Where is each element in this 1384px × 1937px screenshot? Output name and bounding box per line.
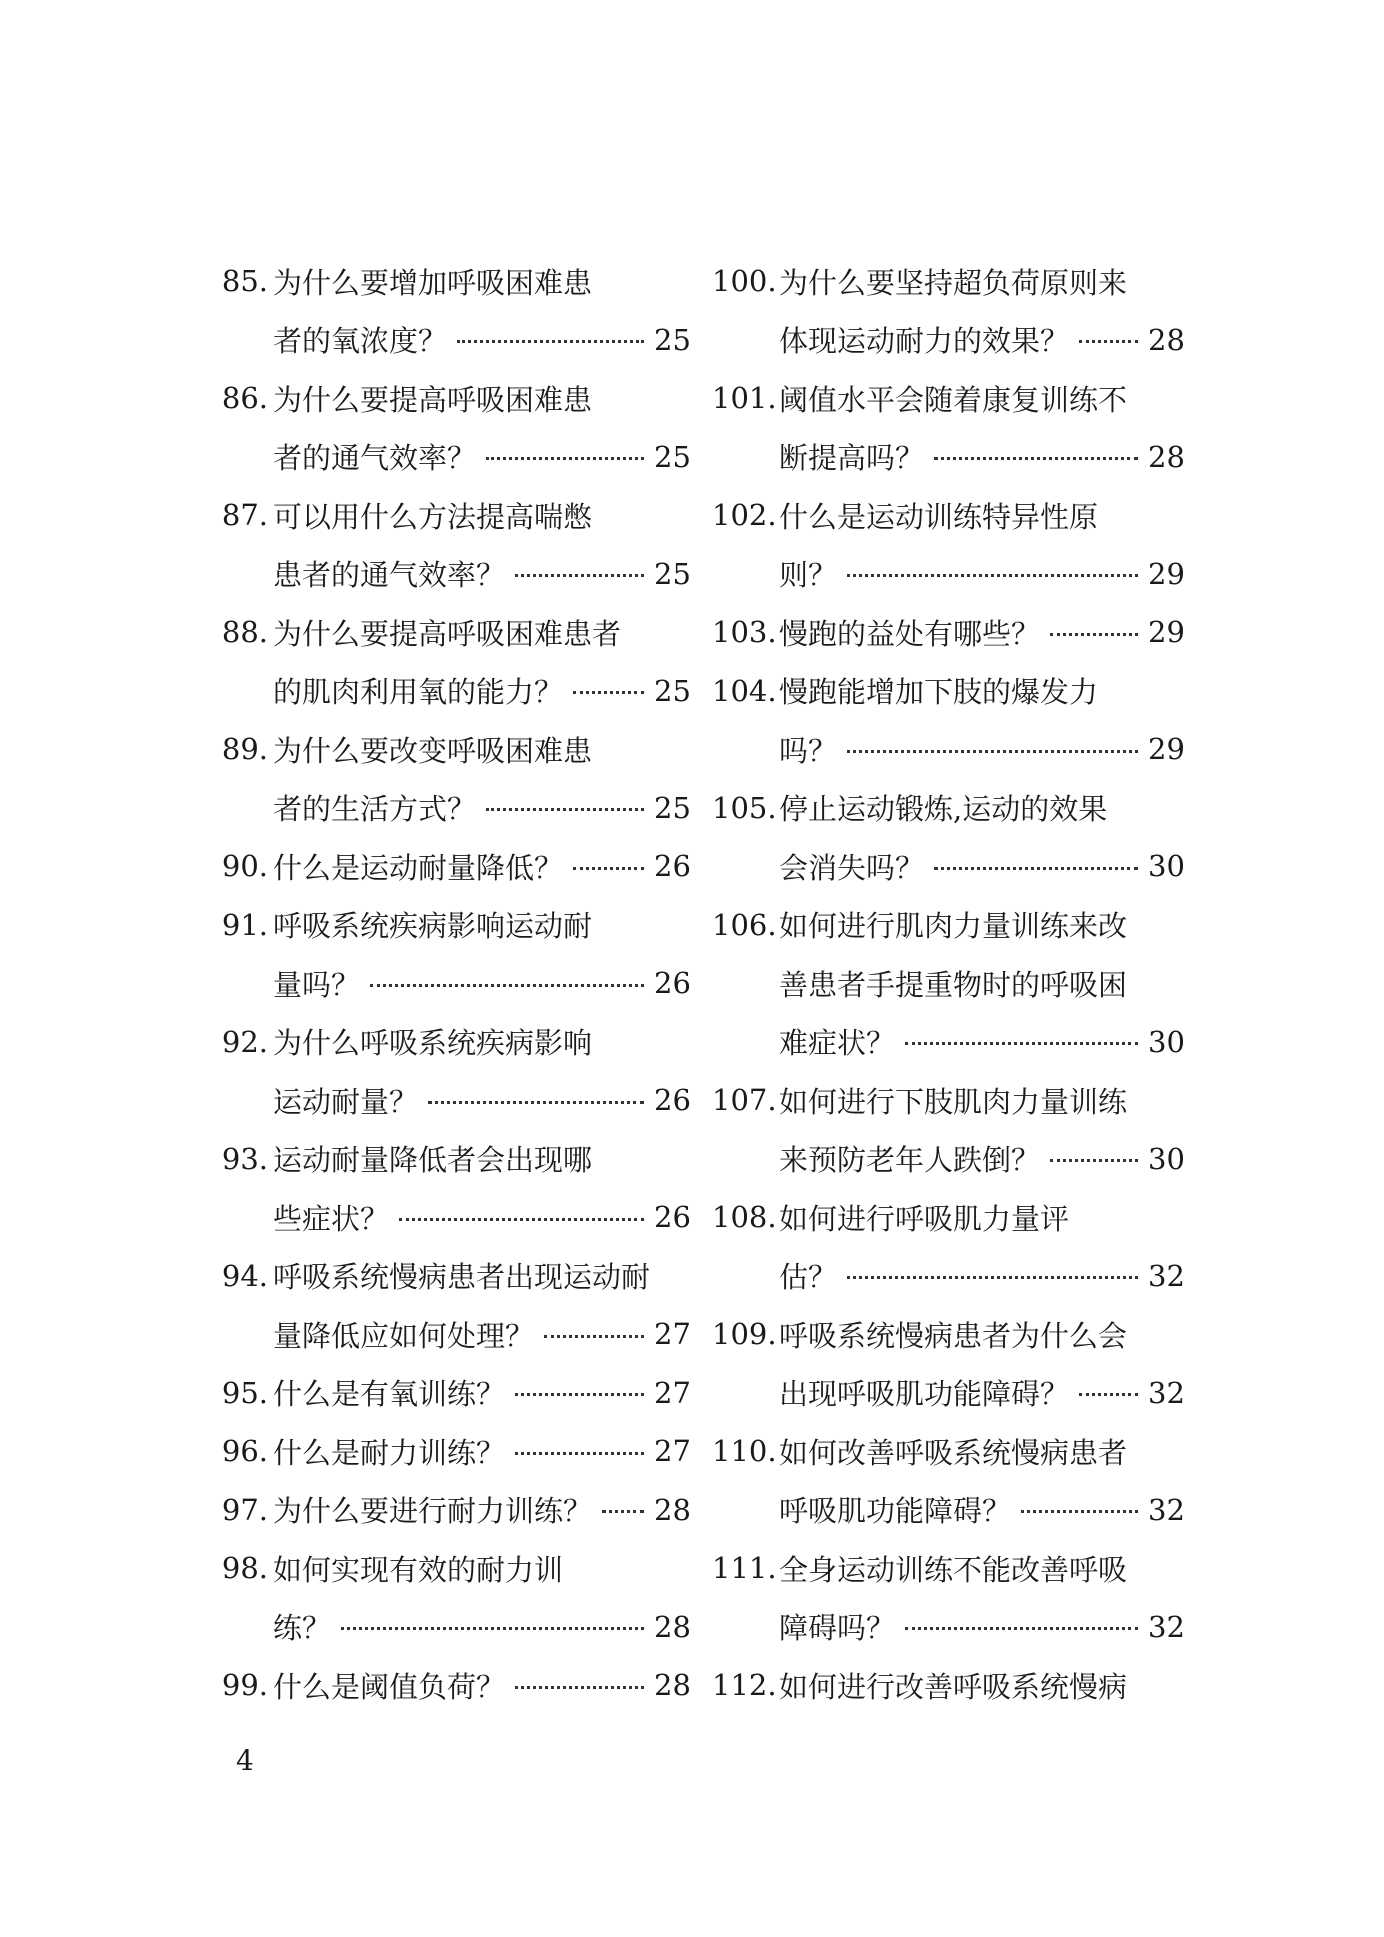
dot-leader: [1050, 633, 1138, 636]
entry-title: 呼吸系统疾病影响运动耐: [273, 909, 593, 944]
toc-line: [218, 369, 690, 428]
toc-line: [712, 1130, 1184, 1189]
entry-title: 者的氧浓度？: [273, 324, 448, 359]
toc-entry[interactable]: [712, 603, 1184, 662]
entry-number: 105.: [712, 790, 777, 825]
entry-number: 100.: [712, 264, 777, 299]
entry-page-number: 25: [654, 790, 691, 825]
toc-entry[interactable]: [712, 252, 1184, 369]
toc-right-column: [712, 252, 1184, 1715]
entry-page-number: 28: [1148, 322, 1185, 357]
toc-entry[interactable]: [712, 1656, 1184, 1715]
entry-title: 来预防老年人跌倒？: [779, 1143, 1041, 1178]
entry-title: 什么是有氧训练？: [273, 1377, 506, 1412]
toc-entry[interactable]: [712, 1539, 1184, 1656]
toc-line: [712, 369, 1184, 428]
entry-page-number: 30: [1148, 1141, 1185, 1176]
toc-line: [712, 837, 1184, 896]
dot-leader: [1021, 1510, 1138, 1513]
dot-leader: [457, 340, 644, 343]
toc-line: [218, 1364, 690, 1423]
entry-title: 为什么要改变呼吸困难患: [273, 733, 593, 768]
entry-title: 患者的通气效率？: [273, 558, 506, 593]
entry-title: 者的生活方式？: [273, 792, 477, 827]
toc-line: [712, 252, 1184, 311]
entry-page-number: 30: [1148, 1024, 1185, 1059]
page-number: 4: [236, 1744, 254, 1777]
toc-line: [218, 954, 690, 1013]
toc-entry[interactable]: [218, 720, 690, 837]
toc-entry[interactable]: [218, 1656, 690, 1715]
entry-title: 呼吸肌功能障碍？: [779, 1494, 1012, 1529]
entry-number: 87.: [221, 498, 268, 533]
toc-entry[interactable]: [218, 1422, 690, 1481]
dot-leader: [428, 1101, 644, 1104]
entry-page-number: 25: [654, 673, 691, 708]
toc-line: [712, 1422, 1184, 1481]
entry-title: 会消失吗？: [779, 850, 925, 885]
entry-number: 107.: [712, 1083, 777, 1118]
entry-title: 运动耐量？: [273, 1084, 419, 1119]
toc-line: [218, 603, 690, 662]
dot-leader: [341, 1627, 644, 1630]
entry-number: 85.: [221, 264, 268, 299]
entry-page-number: 28: [654, 1668, 691, 1703]
toc-entry[interactable]: [218, 896, 690, 1013]
toc-line: [218, 1130, 690, 1189]
dot-leader: [934, 867, 1138, 870]
entry-page-number: 29: [1148, 732, 1185, 767]
dot-leader: [486, 808, 644, 811]
toc-line: [712, 1247, 1184, 1306]
entry-title: 慢跑的益处有哪些？: [779, 616, 1041, 651]
entry-page-number: 27: [654, 1375, 691, 1410]
entry-title: 为什么要提高呼吸困难患: [273, 382, 593, 417]
entry-title: 什么是耐力训练？: [273, 1435, 506, 1470]
toc-entry[interactable]: [712, 896, 1184, 1072]
toc-line: [218, 1539, 690, 1598]
entry-title: 的肌肉利用氧的能力？: [273, 675, 564, 710]
toc-entry[interactable]: [712, 1071, 1184, 1188]
toc-entry[interactable]: [218, 1013, 690, 1130]
toc-entry[interactable]: [218, 837, 690, 896]
toc-line: [712, 1481, 1184, 1540]
entry-number: 111.: [712, 1551, 777, 1586]
dot-leader: [1079, 1393, 1138, 1396]
dot-leader: [573, 867, 644, 870]
toc-line: [712, 1013, 1184, 1072]
entry-number: 88.: [221, 615, 268, 650]
toc-line: [712, 779, 1184, 838]
entry-page-number: 25: [654, 322, 691, 357]
entry-title: 善患者手提重物时的呼吸困: [779, 967, 1128, 1002]
entry-number: 93.: [221, 1141, 268, 1176]
entry-title: 障碍吗？: [779, 1611, 896, 1646]
entry-title: 量降低应如何处理？: [273, 1318, 535, 1353]
entry-title: 断提高吗？: [779, 441, 925, 476]
toc-line: [712, 311, 1184, 370]
toc-line: [712, 603, 1184, 662]
dot-leader: [515, 574, 644, 577]
entry-number: 94.: [221, 1258, 268, 1293]
toc-line: [218, 1013, 690, 1072]
toc-line: [712, 486, 1184, 545]
entry-page-number: 32: [1148, 1258, 1185, 1293]
entry-title: 为什么要坚持超负荷原则来: [779, 265, 1128, 300]
entry-number: 86.: [221, 381, 268, 416]
entry-page-number: 32: [1148, 1492, 1185, 1527]
toc-line: [712, 720, 1184, 779]
dot-leader: [602, 1510, 644, 1513]
toc-line: [218, 428, 690, 487]
toc-left-column: [218, 252, 690, 1715]
dot-leader: [515, 1686, 644, 1689]
entry-page-number: 26: [654, 1083, 691, 1118]
entry-title: 练？: [273, 1611, 332, 1646]
toc-line: [218, 662, 690, 721]
entry-title: 什么是阈值负荷？: [273, 1669, 506, 1704]
toc-line: [218, 1481, 690, 1540]
toc-entry[interactable]: [218, 1364, 690, 1423]
entry-title: 什么是运动训练特异性原: [779, 499, 1099, 534]
entry-number: 90.: [221, 849, 268, 884]
toc-entry[interactable]: [712, 662, 1184, 779]
entry-title: 估？: [779, 1260, 838, 1295]
dot-leader: [1050, 1159, 1138, 1162]
entry-title: 则？: [779, 558, 838, 593]
entry-title: 如何实现有效的耐力训: [273, 1552, 564, 1587]
toc-line: [218, 1071, 690, 1130]
toc-entry[interactable]: [218, 486, 690, 603]
entry-title: 体现运动耐力的效果？: [779, 324, 1070, 359]
toc-entry[interactable]: [218, 603, 690, 720]
toc-entry[interactable]: [712, 1422, 1184, 1539]
entry-number: 95.: [221, 1375, 268, 1410]
toc-line: [218, 311, 690, 370]
toc-line: [712, 1539, 1184, 1598]
dot-leader: [905, 1627, 1138, 1630]
entry-title: 全身运动训练不能改善呼吸: [779, 1552, 1128, 1587]
toc-entry[interactable]: [218, 252, 690, 369]
entry-title: 吗？: [779, 733, 838, 768]
toc-line: [218, 1188, 690, 1247]
toc-line: [218, 1422, 690, 1481]
toc-entry[interactable]: [712, 779, 1184, 896]
entry-page-number: 26: [654, 849, 691, 884]
entry-number: 112.: [712, 1668, 777, 1703]
dot-leader: [847, 1276, 1138, 1279]
entry-title: 阈值水平会随着康复训练不: [779, 382, 1128, 417]
dot-leader: [847, 574, 1138, 577]
dot-leader: [544, 1335, 644, 1338]
dot-leader: [934, 457, 1138, 460]
entry-page-number: 27: [654, 1434, 691, 1469]
entry-page-number: 29: [1148, 615, 1185, 650]
entry-number: 104.: [712, 673, 777, 708]
entry-page-number: 25: [654, 556, 691, 591]
toc-entry[interactable]: [712, 369, 1184, 486]
toc-entry[interactable]: [712, 1188, 1184, 1305]
entry-title: 量吗？: [273, 967, 361, 1002]
toc-line: [712, 1071, 1184, 1130]
entry-page-number: 32: [1148, 1609, 1185, 1644]
entry-number: 103.: [712, 615, 777, 650]
toc-entry[interactable]: [218, 1247, 690, 1364]
entry-title: 出现呼吸肌功能障碍？: [779, 1377, 1070, 1412]
entry-number: 102.: [712, 498, 777, 533]
entry-title: 什么是运动耐量降低？: [273, 850, 564, 885]
entry-page-number: 32: [1148, 1375, 1185, 1410]
dot-leader: [847, 750, 1138, 753]
dot-leader: [573, 691, 644, 694]
toc-entry[interactable]: [218, 1130, 690, 1247]
dot-leader: [905, 1042, 1138, 1045]
toc-entry[interactable]: [218, 369, 690, 486]
entry-page-number: 28: [654, 1492, 691, 1527]
entry-page-number: 29: [1148, 556, 1185, 591]
entry-number: 89.: [221, 732, 268, 767]
entry-title: 为什么呼吸系统疾病影响: [273, 1026, 593, 1061]
entry-number: 96.: [221, 1434, 268, 1469]
toc-line: [218, 720, 690, 779]
dot-leader: [515, 1393, 644, 1396]
toc-line: [218, 252, 690, 311]
toc-line: [712, 428, 1184, 487]
entry-page-number: 28: [654, 1609, 691, 1644]
dot-leader: [370, 984, 644, 987]
entry-title: 呼吸系统慢病患者为什么会: [779, 1318, 1128, 1353]
dot-leader: [1079, 340, 1138, 343]
toc-line: [218, 837, 690, 896]
entry-page-number: 30: [1148, 849, 1185, 884]
toc-line: [218, 779, 690, 838]
entry-title: 呼吸系统慢病患者出现运动耐: [273, 1260, 651, 1295]
toc-line: [218, 1598, 690, 1657]
entry-title: 为什么要提高呼吸困难患者: [273, 616, 622, 651]
entry-title: 为什么要增加呼吸困难患: [273, 265, 593, 300]
entry-title: 为什么要进行耐力训练？: [273, 1494, 593, 1529]
dot-leader: [515, 1452, 644, 1455]
entry-title: 慢跑能增加下肢的爆发力: [779, 675, 1099, 710]
entry-title: 如何进行肌肉力量训练来改: [779, 909, 1128, 944]
entry-title: 如何进行改善呼吸系统慢病: [779, 1669, 1128, 1704]
entry-page-number: 26: [654, 1200, 691, 1235]
toc-line: [712, 662, 1184, 721]
entry-number: 91.: [221, 907, 268, 942]
dot-leader: [486, 457, 644, 460]
entry-title: 如何进行呼吸肌力量评: [779, 1201, 1070, 1236]
toc-line: [712, 896, 1184, 955]
entry-title: 如何进行下肢肌肉力量训练: [779, 1084, 1128, 1119]
entry-title: 可以用什么方法提高喘憋: [273, 499, 593, 534]
entry-number: 98.: [221, 1551, 268, 1586]
entry-number: 101.: [712, 381, 777, 416]
toc-line: [218, 1305, 690, 1364]
entry-number: 97.: [221, 1492, 268, 1527]
toc-entry[interactable]: [218, 1539, 690, 1656]
toc-line: [218, 1247, 690, 1306]
toc-line: [712, 1656, 1184, 1715]
entry-title: 停止运动锻炼,运动的效果: [779, 792, 1108, 827]
toc-line: [712, 954, 1184, 1013]
toc-line: [218, 896, 690, 955]
entry-title: 难症状？: [779, 1026, 896, 1061]
toc-entry[interactable]: [218, 1481, 690, 1540]
toc-line: [712, 1364, 1184, 1423]
entry-page-number: 27: [654, 1317, 691, 1352]
entry-title: 运动耐量降低者会出现哪: [273, 1143, 593, 1178]
entry-title: 些症状？: [273, 1201, 390, 1236]
toc-line: [712, 1305, 1184, 1364]
entry-number: 92.: [221, 1024, 268, 1059]
entry-number: 110.: [712, 1434, 777, 1469]
entry-number: 99.: [221, 1668, 268, 1703]
dot-leader: [399, 1218, 644, 1221]
toc-line: [712, 1598, 1184, 1657]
toc-line: [218, 1656, 690, 1715]
entry-number: 109.: [712, 1317, 777, 1352]
toc-line: [712, 1188, 1184, 1247]
entry-number: 108.: [712, 1200, 777, 1235]
toc-line: [712, 545, 1184, 604]
entry-page-number: 28: [1148, 439, 1185, 474]
toc-entry[interactable]: [712, 486, 1184, 603]
toc-line: [218, 545, 690, 604]
toc-line: [218, 486, 690, 545]
entry-page-number: 25: [654, 439, 691, 474]
toc-entry[interactable]: [712, 1305, 1184, 1422]
entry-title: 如何改善呼吸系统慢病患者: [779, 1435, 1128, 1470]
entry-title: 者的通气效率？: [273, 441, 477, 476]
entry-page-number: 26: [654, 966, 691, 1001]
entry-number: 106.: [712, 907, 777, 942]
